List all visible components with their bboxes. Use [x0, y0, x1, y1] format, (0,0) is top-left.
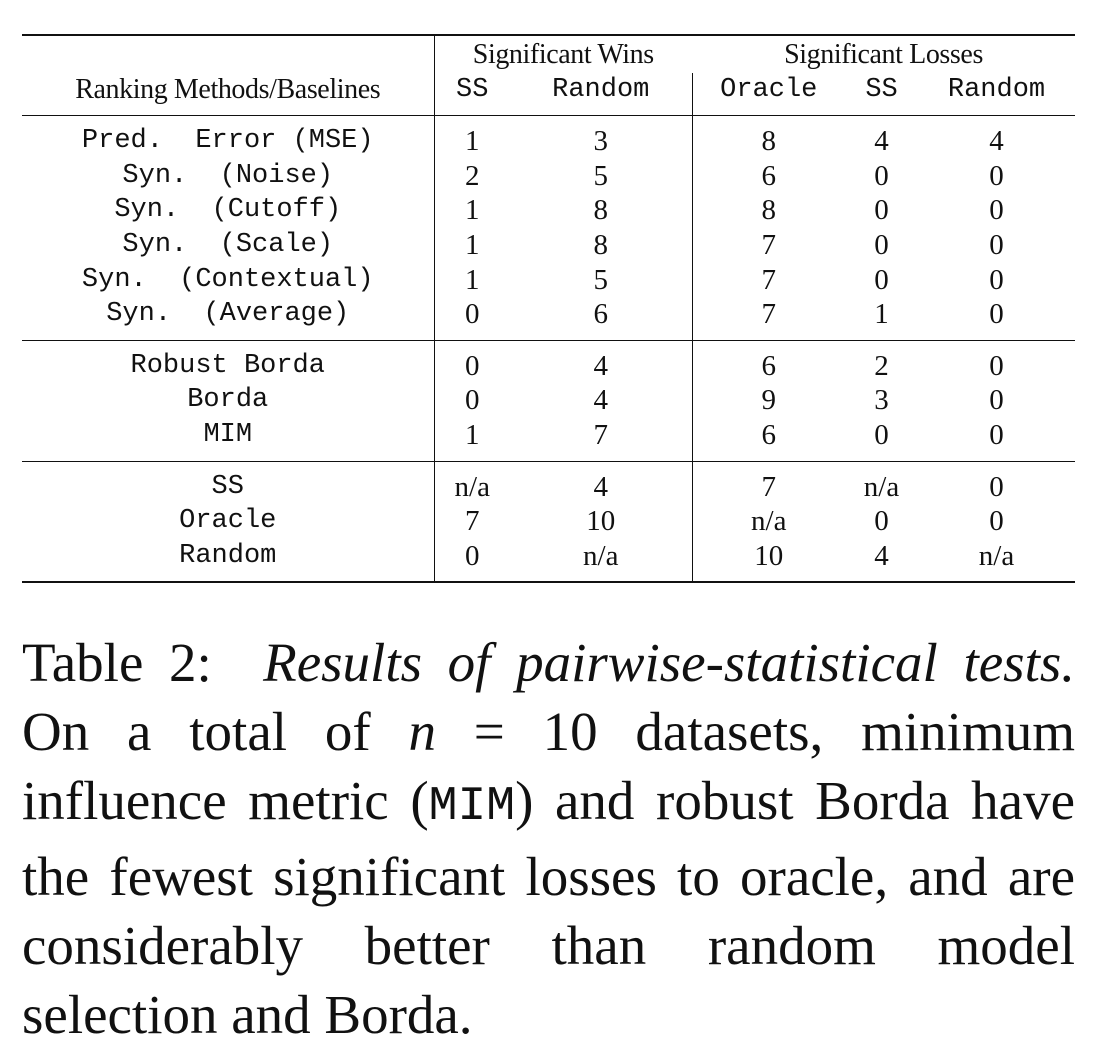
table-cell: 5	[593, 263, 608, 296]
caption-math-val: 10	[542, 701, 598, 762]
table-cell: 0	[918, 461, 1075, 504]
table-cell: 8	[593, 194, 608, 227]
row-label: Robust Borda	[22, 340, 434, 383]
table-cell: 9	[692, 383, 845, 418]
column-header-row	[22, 73, 1075, 116]
row-label: Pred. Error (MSE)	[22, 116, 434, 159]
table-row	[22, 159, 1075, 194]
table-cell: 0	[874, 228, 889, 261]
table-cell: n/a	[692, 504, 845, 539]
table-cell: n/a	[510, 539, 692, 583]
col-header-losses-oracle: Oracle	[692, 73, 845, 116]
table-cell: 8	[692, 116, 845, 159]
table-cell: 1	[434, 116, 510, 159]
table-row	[22, 418, 1075, 461]
table-cell: 10	[586, 505, 616, 538]
table-cell: 0	[918, 340, 1075, 383]
table-cell: 7	[692, 263, 845, 298]
caption-text-3: ) and robust Borda have the fewest significant losses to oracle, and are considerably better than random model selection and Borda.	[22, 770, 1075, 1045]
table-cell: 6	[692, 418, 845, 461]
table-cell: 7	[692, 228, 845, 263]
row-label: Syn. (Noise)	[122, 160, 334, 191]
table-cell: 2	[845, 340, 918, 383]
caption-title: Results of pairwise-statistical tests.	[263, 632, 1076, 693]
header-empty-cell	[22, 35, 434, 73]
table-cell: 6	[692, 340, 845, 383]
group-header-row	[22, 35, 1075, 73]
col-header-losses-ss: SS	[865, 74, 898, 105]
col-header-wins-ss: SS	[434, 73, 510, 116]
table-cell: 1	[434, 263, 510, 298]
table-cell: 0	[874, 263, 889, 296]
table-cell: 0	[874, 194, 889, 227]
table-cell: 0	[989, 505, 1004, 538]
row-label: Borda	[187, 385, 269, 416]
table-cell: 4	[593, 384, 608, 417]
row-label: Random	[22, 539, 434, 583]
table-cell: 6	[692, 159, 845, 194]
table-cell: 3	[510, 116, 692, 159]
row-label: MIM	[203, 419, 253, 450]
table-row	[22, 461, 1075, 504]
table-cell: 3	[874, 384, 889, 417]
row-label: Syn. (Average)	[106, 299, 350, 330]
table-cell: 4	[510, 461, 692, 504]
table-cell: 2	[434, 159, 510, 194]
table-row	[22, 116, 1075, 159]
table-row	[22, 297, 1075, 340]
table-cell: 7	[593, 418, 608, 451]
row-header-label: Ranking Methods/Baselines	[75, 73, 381, 105]
table-cell: 0	[989, 263, 1004, 296]
table-cell: 10	[692, 539, 845, 583]
table-caption	[22, 628, 1075, 1049]
row-label: Oracle	[179, 506, 277, 537]
table-row	[22, 383, 1075, 418]
table-cell: 1	[434, 418, 510, 461]
table-cell: 0	[434, 340, 510, 383]
table-cell: 4	[918, 116, 1075, 159]
caption-math-var: n	[408, 701, 436, 762]
table-cell: n/a	[434, 461, 510, 504]
caption-text-1: On a total of	[22, 701, 371, 762]
table-cell: 8	[593, 228, 608, 261]
caption-label: Table 2:	[22, 632, 212, 693]
table-cell: 6	[593, 298, 608, 331]
table-cell: 0	[434, 383, 510, 418]
table-cell: 4	[845, 116, 918, 159]
table-cell: 8	[692, 193, 845, 228]
group-header-losses: Significant Losses	[692, 35, 1075, 73]
results-table	[22, 34, 1075, 583]
table-cell: 0	[989, 194, 1004, 227]
table-cell: 0	[434, 297, 510, 340]
row-label: SS	[22, 461, 434, 504]
caption-math-eq: =	[473, 701, 505, 762]
table-cell: 0	[874, 159, 889, 192]
table-row	[22, 340, 1075, 383]
table-row	[22, 263, 1075, 298]
table-cell: 1	[434, 193, 510, 228]
table-cell: 4	[510, 340, 692, 383]
table-row	[22, 193, 1075, 228]
table-cell: n/a	[918, 539, 1075, 583]
table-cell: 5	[593, 159, 608, 192]
table-cell: 0	[989, 159, 1004, 192]
table-cell: 0	[434, 539, 510, 583]
table-cell: 0	[874, 418, 889, 451]
caption-code: MIM	[428, 780, 516, 834]
table-row	[22, 539, 1075, 583]
table-cell: 0	[874, 505, 889, 538]
row-label: Syn. (Cutoff)	[114, 195, 342, 226]
table-row	[22, 504, 1075, 539]
table-cell: 7	[692, 461, 845, 504]
table-cell: 1	[434, 228, 510, 263]
table-body	[22, 116, 1075, 583]
table-cell: 0	[989, 418, 1004, 451]
caption-text-2: datasets, minimum influence metric (	[22, 701, 1075, 831]
table-cell: 1	[874, 298, 889, 331]
table-cell: 0	[989, 384, 1004, 417]
row-label: Syn. (Contextual)	[81, 264, 374, 295]
col-header-losses-random: Random	[947, 74, 1046, 105]
table-cell: 0	[989, 228, 1004, 261]
table-cell: n/a	[845, 461, 918, 504]
table-cell: 7	[434, 504, 510, 539]
table-cell: 0	[989, 298, 1004, 331]
group-header-wins: Significant Wins	[434, 35, 692, 73]
table-row	[22, 228, 1075, 263]
col-header-wins-random: Random	[552, 74, 650, 105]
table-cell: 7	[692, 297, 845, 340]
row-label: Syn. (Scale)	[122, 229, 334, 260]
table-cell: 4	[845, 539, 918, 583]
